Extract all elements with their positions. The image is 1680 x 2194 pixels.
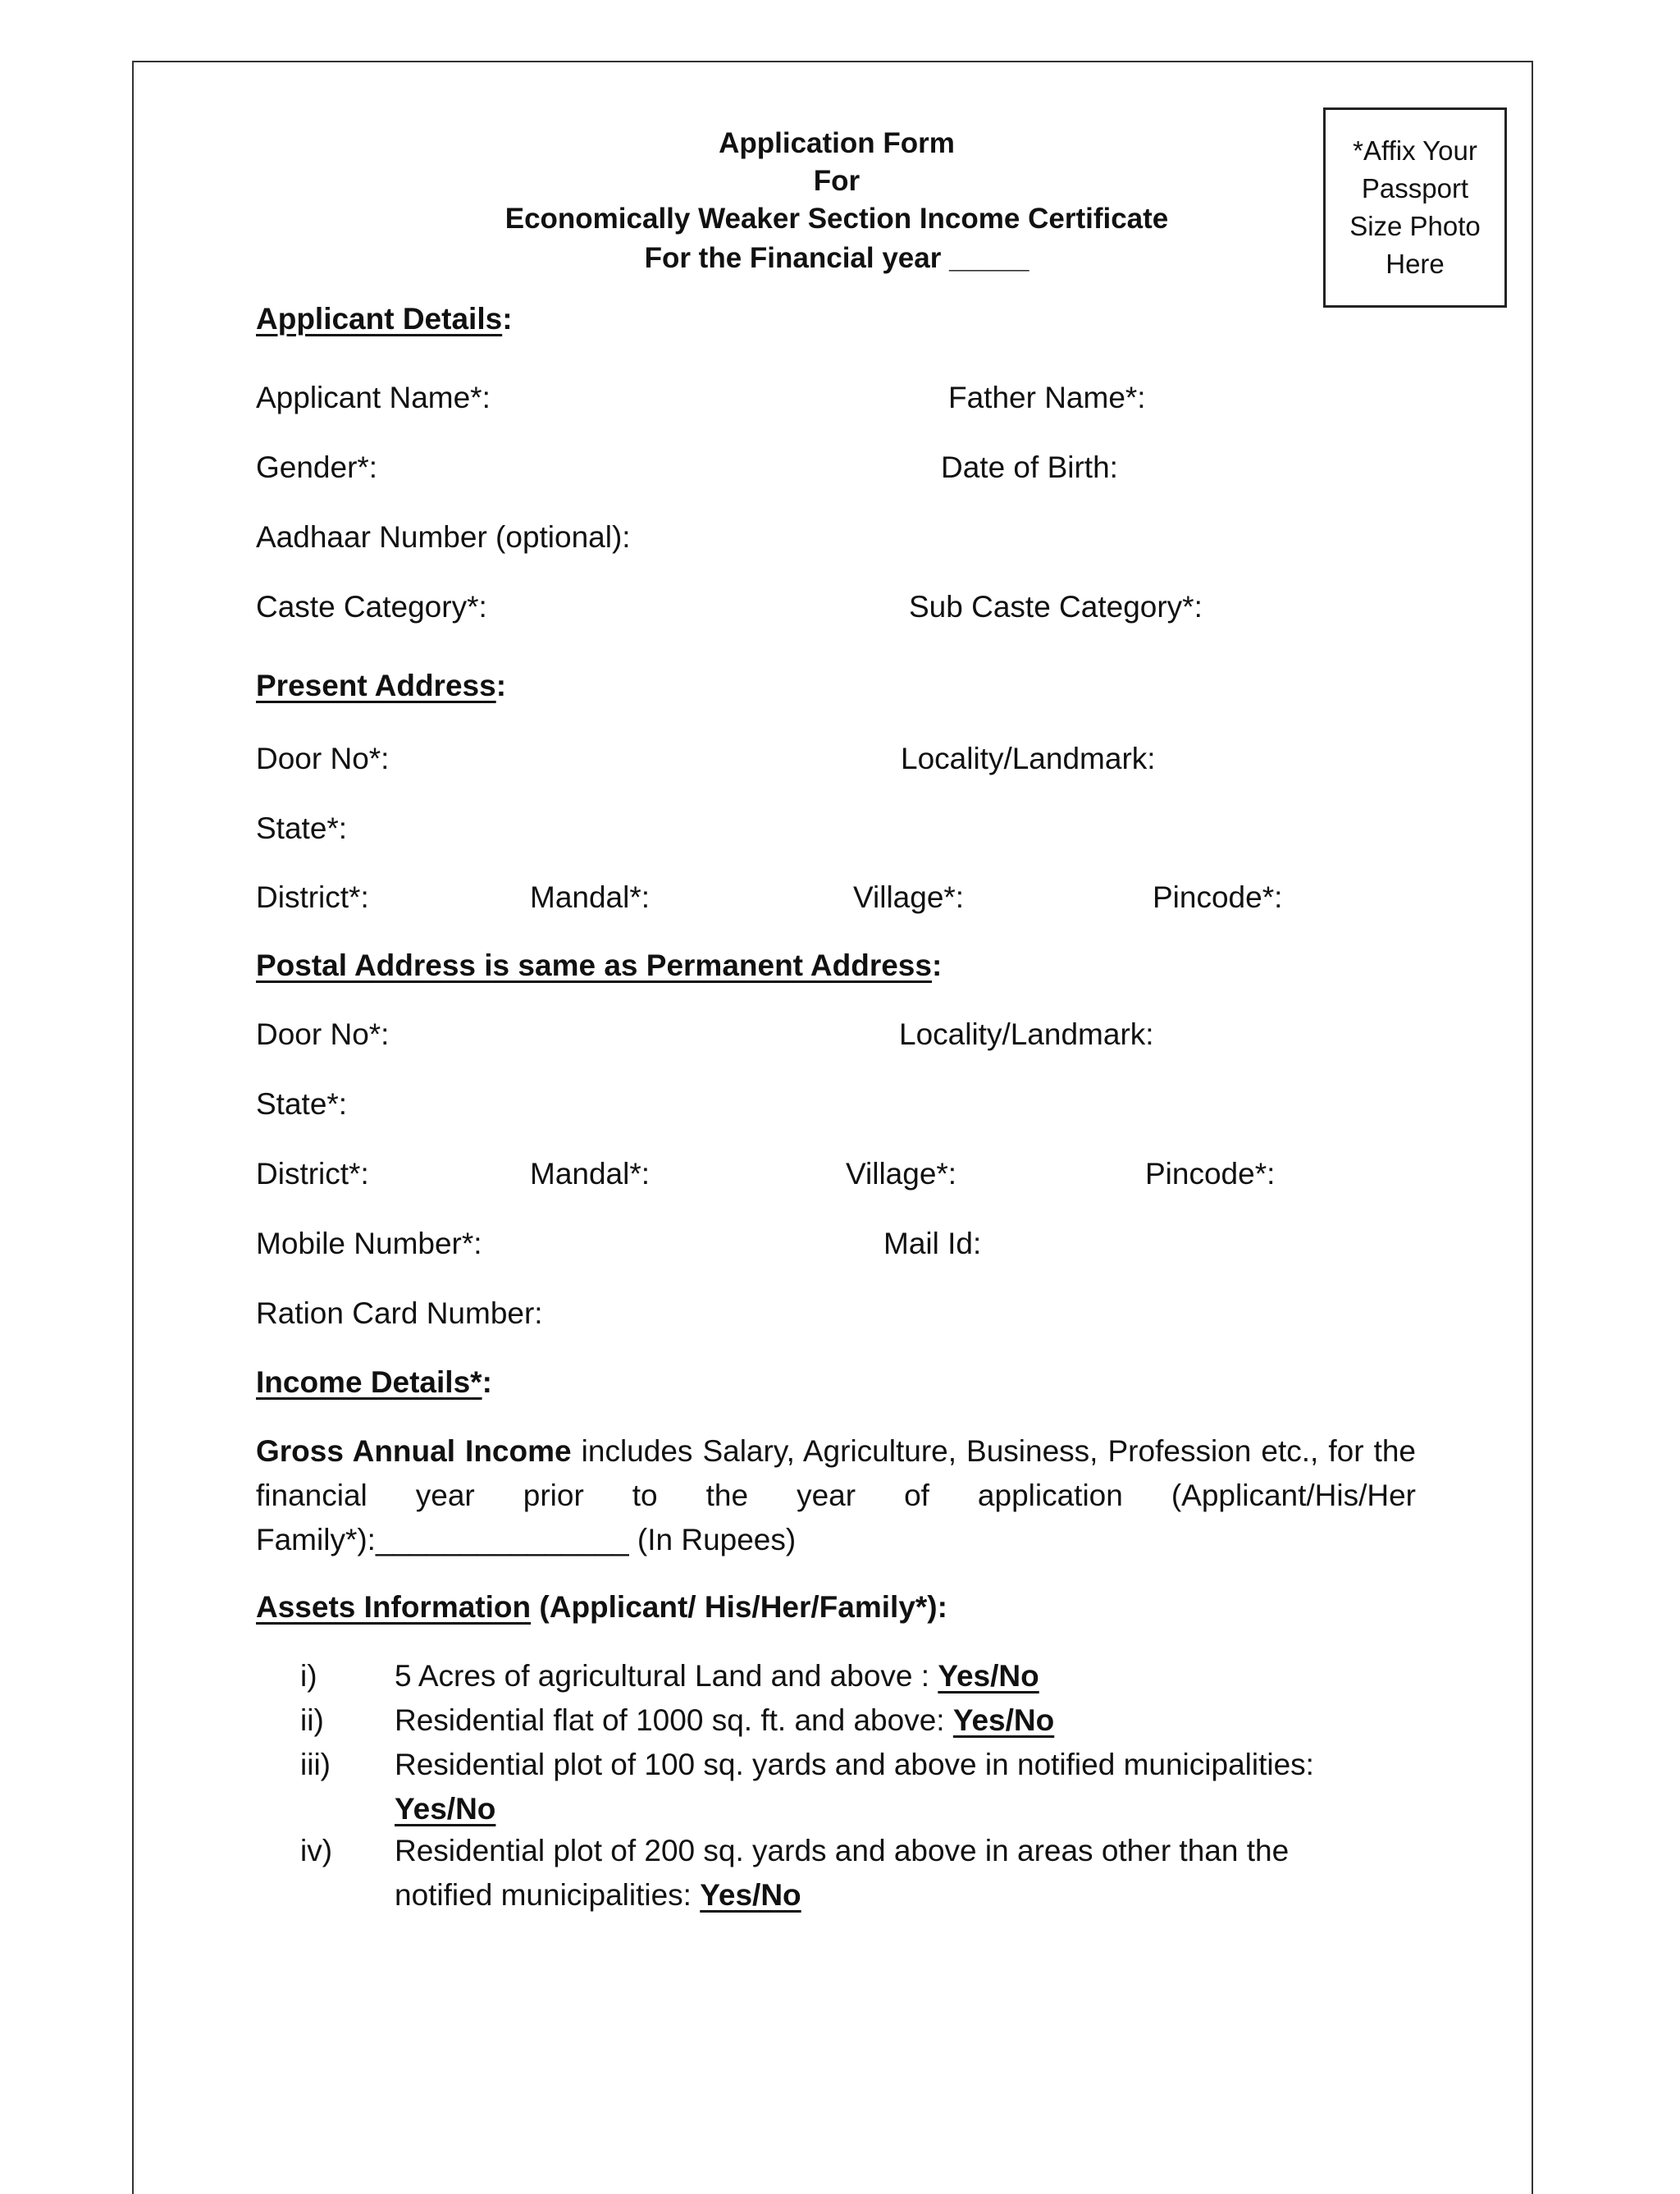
ration-card-field[interactable]: Ration Card Number:	[256, 1296, 543, 1330]
applicant-name-field[interactable]: Applicant Name*:	[256, 381, 491, 414]
present-village-field[interactable]: Village*:	[853, 880, 965, 914]
yes-no-option[interactable]: Yes/No	[395, 1792, 496, 1826]
financial-year-line: For the Financial year _____	[644, 242, 1029, 274]
yes-no-option[interactable]: Yes/No	[938, 1659, 1039, 1693]
mail-id-field[interactable]: Mail Id:	[883, 1227, 982, 1260]
caste-category-field[interactable]: Caste Category*:	[256, 590, 487, 624]
present-door-no-field[interactable]: Door No*:	[256, 742, 390, 775]
asset-item-number: ii)	[300, 1703, 324, 1737]
sub-caste-category-field[interactable]: Sub Caste Category*:	[909, 590, 1203, 624]
yes-no-option[interactable]: Yes/No	[952, 1703, 1055, 1737]
dob-field[interactable]: Date of Birth:	[941, 450, 1118, 484]
gender-field[interactable]: Gender*:	[256, 450, 378, 484]
postal-pincode-field[interactable]: Pincode*:	[1145, 1157, 1276, 1191]
income-details-heading: Income Details*:	[256, 1365, 492, 1399]
present-mandal-field[interactable]: Mandal*:	[530, 880, 651, 914]
asset-item: Residential plot of 100 sq. yards and above in notified municipalities: Yes/No	[395, 1748, 1314, 1826]
form-title: Application Form	[719, 127, 955, 159]
present-locality-field[interactable]: Locality/Landmark:	[901, 742, 1156, 775]
postal-address-heading: Postal Address is same as Permanent Address:	[256, 948, 943, 982]
yes-no-option[interactable]: Yes/No	[700, 1878, 801, 1912]
income-text: includes Salary, Agriculture, Business, Profession etc., for the financial year prior to the year of application (Applicant/His/Her Family*):_______________ (In Rupees)	[256, 1434, 1416, 1556]
form-subtitle: Economically Weaker Section Income Certificate	[504, 203, 1169, 235]
photo-box[interactable]	[1323, 107, 1507, 308]
mobile-number-field[interactable]: Mobile Number*:	[256, 1227, 482, 1260]
income-bold-lead: Gross Annual Income	[256, 1434, 572, 1468]
present-state-field[interactable]: State*:	[256, 811, 348, 845]
postal-door-no-field[interactable]: Door No*:	[256, 1017, 390, 1051]
income-paragraph	[256, 1429, 1416, 1562]
asset-item-number: iii)	[300, 1748, 331, 1781]
postal-state-field[interactable]: State*:	[256, 1087, 348, 1121]
postal-mandal-field[interactable]: Mandal*:	[530, 1157, 651, 1191]
asset-item: Residential flat of 1000 sq. ft. and above: Yes/No	[395, 1703, 1055, 1737]
postal-locality-field[interactable]: Locality/Landmark:	[899, 1017, 1154, 1051]
present-district-field[interactable]: District*:	[256, 880, 369, 914]
postal-district-field[interactable]: District*:	[256, 1157, 369, 1191]
postal-village-field[interactable]: Village*:	[846, 1157, 957, 1191]
asset-item: Residential plot of 200 sq. yards and above in areas other than the notified municipalities: Yes/No	[395, 1834, 1290, 1912]
asset-item: 5 Acres of agricultural Land and above : Yes/No	[395, 1659, 1039, 1693]
father-name-field[interactable]: Father Name*:	[948, 381, 1146, 414]
assets-heading: Assets Information (Applicant/ His/Her/Family*):	[256, 1590, 947, 1624]
asset-item-number: i)	[300, 1659, 317, 1693]
photo-box-text: *Affix Your Passport Size Photo Here	[1349, 135, 1481, 279]
present-pincode-field[interactable]: Pincode*:	[1153, 880, 1283, 914]
present-address-heading: Present Address:	[256, 669, 507, 702]
applicant-details-heading: Applicant Details:	[256, 302, 513, 336]
form-title-for: For	[813, 165, 861, 197]
asset-item-number: iv)	[300, 1834, 333, 1867]
aadhaar-field[interactable]: Aadhaar Number (optional):	[256, 520, 631, 554]
